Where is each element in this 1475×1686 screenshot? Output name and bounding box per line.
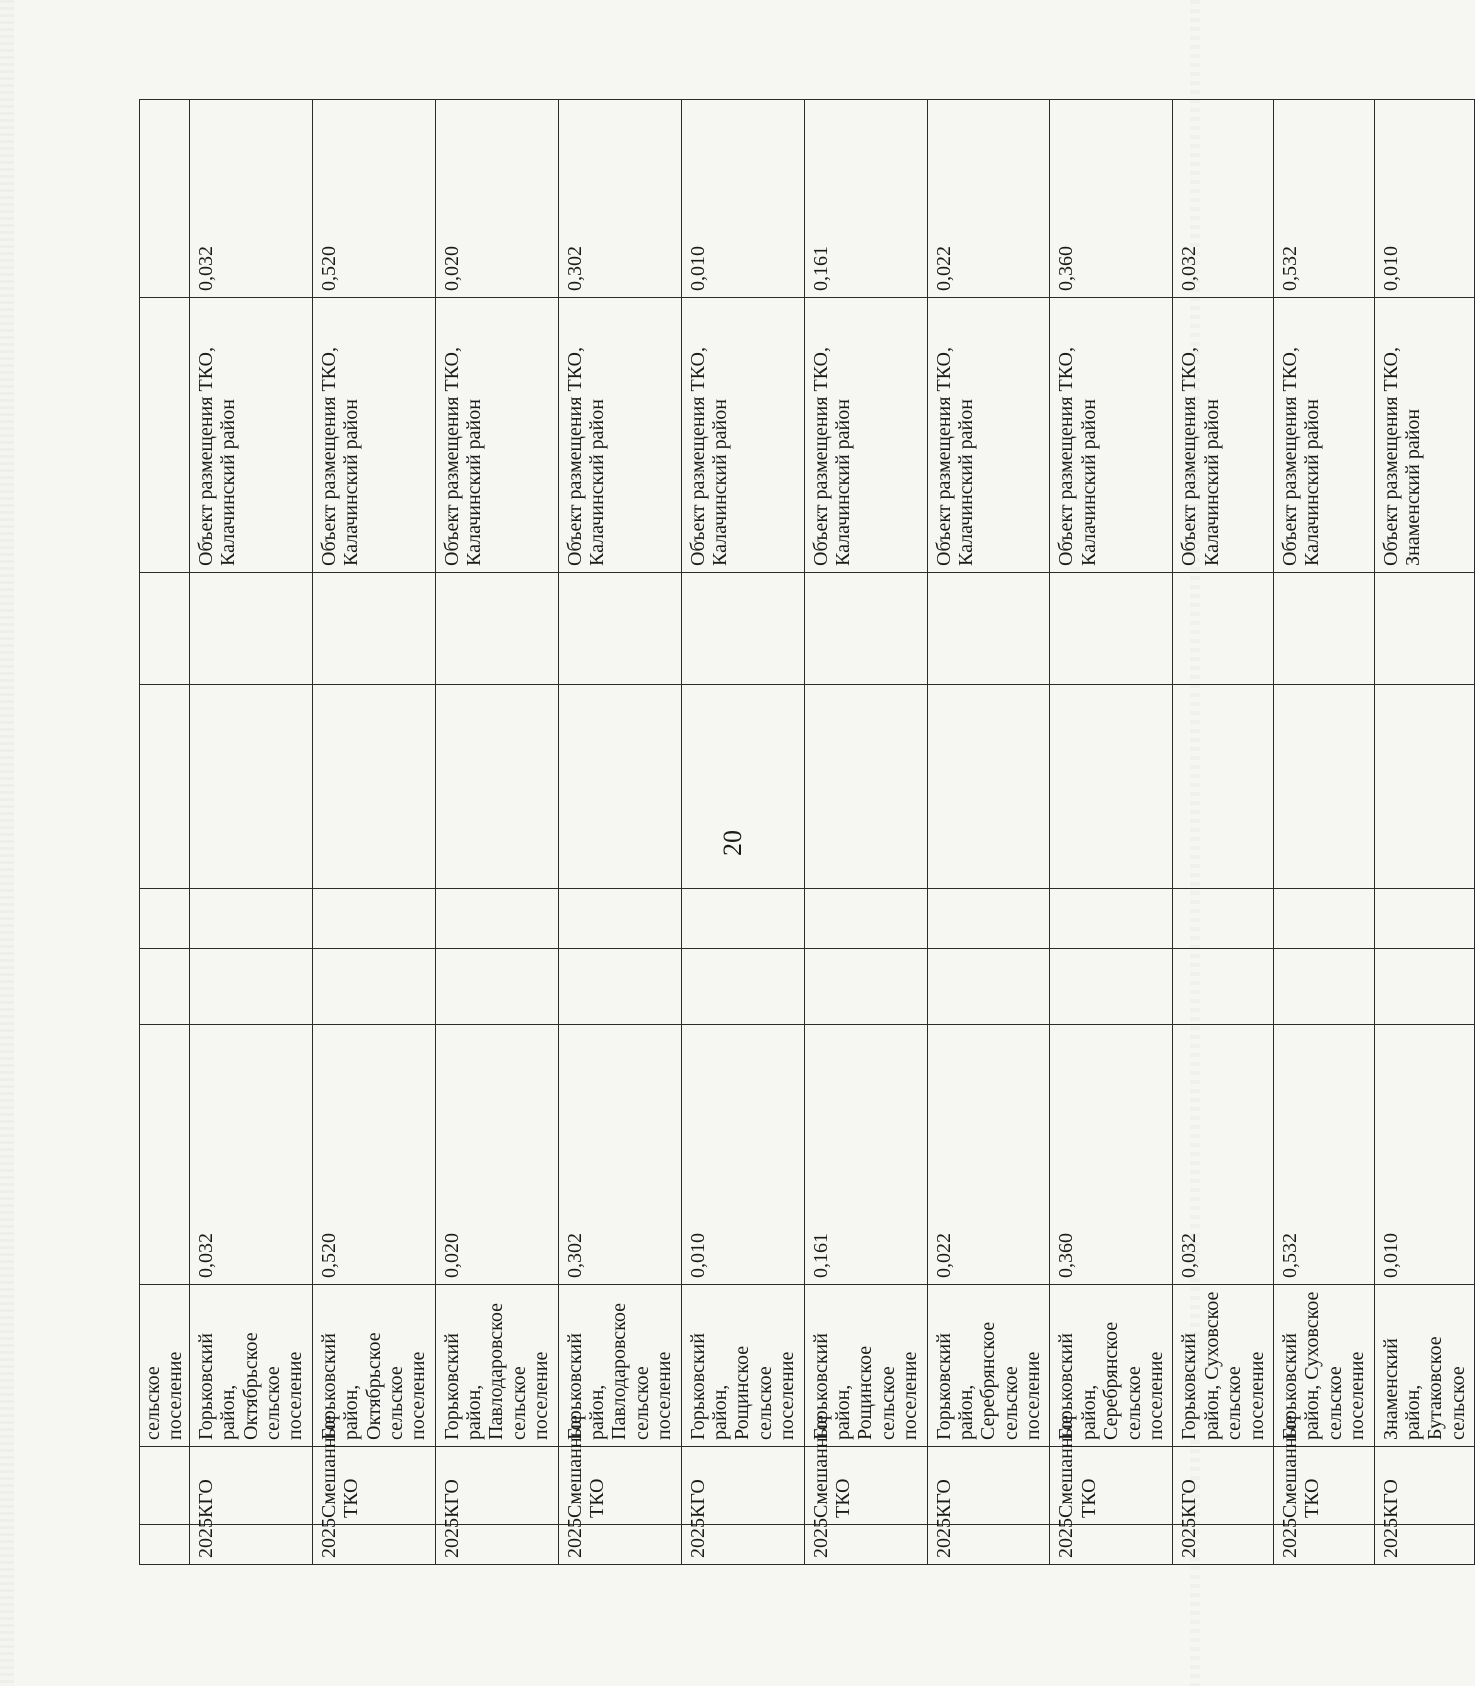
cell-empty (1374, 573, 1475, 685)
cell-empty (558, 889, 681, 949)
cell-empty (312, 889, 435, 949)
cell-facility-volume: 0,010 (681, 100, 804, 298)
cell-empty (189, 889, 312, 949)
cell-facility-volume: 0,302 (558, 100, 681, 298)
cell-year: 2025 (189, 1525, 312, 1565)
rotated-table-frame (139, 100, 1469, 1565)
cell-municipality: сельское поселение (140, 1285, 190, 1447)
cell-facility-volume (140, 100, 190, 298)
table-row (1273, 100, 1374, 1565)
cell-year: 2025 (927, 1525, 1050, 1565)
cell-year: 2025 (312, 1525, 435, 1565)
table-body (140, 100, 1475, 1565)
cell-empty (1273, 573, 1374, 685)
cell-facility: Объект размещения ТКО, Калачинский район (435, 298, 558, 573)
cell-empty (1050, 685, 1173, 889)
cell-empty (435, 573, 558, 685)
table-row (681, 100, 804, 1565)
cell-empty (1050, 573, 1173, 685)
cell-empty (927, 889, 1050, 949)
cell-facility: Объект размещения ТКО, Знаменский район (1374, 298, 1475, 573)
cell-waste-type: КГО (1374, 1447, 1475, 1525)
cell-waste-type: Смешанные ТКО (1050, 1447, 1173, 1525)
cell-facility: Объект размещения ТКО, Калачинский район (1050, 298, 1173, 573)
cell-empty (312, 685, 435, 889)
cell-volume: 0,032 (189, 1025, 312, 1285)
table-row (435, 100, 558, 1565)
cell-municipality: Горьковский район, Серебрянское сельское поселение (1050, 1285, 1173, 1447)
cell-empty (435, 889, 558, 949)
cell-empty (1273, 889, 1374, 949)
cell-empty (681, 889, 804, 949)
cell-empty (1374, 889, 1475, 949)
cell-municipality: Горьковский район, Рощинское сельское поселение (804, 1285, 927, 1447)
cell-empty (1273, 949, 1374, 1025)
cell-empty (681, 573, 804, 685)
cell-volume: 0,161 (804, 1025, 927, 1285)
cell-empty (312, 949, 435, 1025)
cell-year: 2025 (804, 1525, 927, 1565)
table-row (189, 100, 312, 1565)
cell-facility: Объект размещения ТКО, Калачинский район (312, 298, 435, 573)
cell-empty (804, 573, 927, 685)
cell-waste-type: КГО (1173, 1447, 1274, 1525)
cell-empty (140, 685, 190, 889)
cell-municipality: Горьковский район, Серебрянское сельское поселение (927, 1285, 1050, 1447)
cell-facility: Объект размещения ТКО, Калачинский район (1173, 298, 1274, 573)
cell-volume: 0,532 (1273, 1025, 1374, 1285)
cell-facility-volume: 0,010 (1374, 100, 1475, 298)
cell-municipality: Горьковский район, Павлодаровское сельское поселение (435, 1285, 558, 1447)
table-row (312, 100, 435, 1565)
cell-volume: 0,022 (927, 1025, 1050, 1285)
cell-volume: 0,032 (1173, 1025, 1274, 1285)
cell-empty (435, 685, 558, 889)
cell-year (140, 1525, 190, 1565)
cell-year: 2025 (1050, 1525, 1173, 1565)
table-row (1050, 100, 1173, 1565)
cell-volume: 0,302 (558, 1025, 681, 1285)
cell-waste-type: КГО (435, 1447, 558, 1525)
cell-facility-volume: 0,020 (435, 100, 558, 298)
cell-waste-type: Смешанные ТКО (804, 1447, 927, 1525)
cell-empty (189, 573, 312, 685)
cell-empty (558, 949, 681, 1025)
cell-waste-type: КГО (927, 1447, 1050, 1525)
cell-empty (1173, 949, 1274, 1025)
table-row (927, 100, 1050, 1565)
cell-year: 2025 (681, 1525, 804, 1565)
cell-volume: 0,360 (1050, 1025, 1173, 1285)
cell-empty (1173, 889, 1274, 949)
cell-waste-type: Смешанные ТКО (558, 1447, 681, 1525)
cell-empty (927, 949, 1050, 1025)
cell-volume: 0,010 (1374, 1025, 1475, 1285)
cell-facility: Объект размещения ТКО, Калачинский район (927, 298, 1050, 573)
cell-empty (312, 573, 435, 685)
cell-municipality: Знаменский район, Бутаковское сельское (1374, 1285, 1475, 1447)
cell-volume: 0,020 (435, 1025, 558, 1285)
cell-empty (558, 685, 681, 889)
cell-year: 2025 (435, 1525, 558, 1565)
cell-facility: Объект размещения ТКО, Калачинский район (681, 298, 804, 573)
cell-empty (189, 685, 312, 889)
cell-year: 2025 (558, 1525, 681, 1565)
cell-municipality: Горьковский район, Суховское сельское поселение (1273, 1285, 1374, 1447)
cell-municipality: Горьковский район, Павлодаровское сельское поселение (558, 1285, 681, 1447)
cell-empty (140, 949, 190, 1025)
table-row (558, 100, 681, 1565)
table-row (804, 100, 927, 1565)
table-row (1374, 100, 1475, 1565)
cell-empty (1374, 685, 1475, 889)
cell-empty (1173, 573, 1274, 685)
cell-empty (140, 573, 190, 685)
cell-empty (804, 685, 927, 889)
scan-edge-left (0, 0, 14, 1686)
cell-waste-type: КГО (681, 1447, 804, 1525)
cell-waste-type: КГО (189, 1447, 312, 1525)
cell-empty (1374, 949, 1475, 1025)
cell-municipality: Горьковский район, Рощинское сельское поселение (681, 1285, 804, 1447)
cell-empty (927, 685, 1050, 889)
cell-year: 2025 (1173, 1525, 1274, 1565)
cell-facility-volume: 0,520 (312, 100, 435, 298)
cell-facility: Объект размещения ТКО, Калачинский район (558, 298, 681, 573)
cell-empty (927, 573, 1050, 685)
cell-facility: Объект размещения ТКО, Калачинский район (1273, 298, 1374, 573)
cell-volume: 0,520 (312, 1025, 435, 1285)
cell-facility-volume: 0,161 (804, 100, 927, 298)
cell-municipality: Горьковский район, Суховское сельское поселение (1173, 1285, 1274, 1447)
cell-empty (189, 949, 312, 1025)
page-number: 20 (718, 830, 747, 856)
cell-volume (140, 1025, 190, 1285)
cell-volume: 0,010 (681, 1025, 804, 1285)
cell-year: 2025 (1374, 1525, 1475, 1565)
cell-facility (140, 298, 190, 573)
cell-empty (140, 889, 190, 949)
cell-year: 2025 (1273, 1525, 1374, 1565)
cell-empty (435, 949, 558, 1025)
cell-facility-volume: 0,032 (1173, 100, 1274, 298)
cell-empty (681, 685, 804, 889)
cell-facility-volume: 0,360 (1050, 100, 1173, 298)
cell-facility: Объект размещения ТКО, Калачинский район (804, 298, 927, 573)
cell-empty (558, 573, 681, 685)
cell-facility-volume: 0,532 (1273, 100, 1374, 298)
cell-facility: Объект размещения ТКО, Калачинский район (189, 298, 312, 573)
waste-flow-table (139, 99, 1475, 1565)
cell-empty (1050, 949, 1173, 1025)
cell-waste-type (140, 1447, 190, 1525)
cell-facility-volume: 0,032 (189, 100, 312, 298)
cell-empty (1273, 685, 1374, 889)
cell-empty (681, 949, 804, 1025)
cell-empty (1173, 685, 1274, 889)
cell-empty (1050, 889, 1173, 949)
cell-waste-type: Смешанные ТКО (312, 1447, 435, 1525)
cell-facility-volume: 0,022 (927, 100, 1050, 298)
cell-empty (804, 889, 927, 949)
cell-municipality: Горьковский район, Октябрьское сельское поселение (312, 1285, 435, 1447)
table-row-continued (140, 100, 190, 1565)
cell-municipality: Горьковский район, Октябрьское сельское поселение (189, 1285, 312, 1447)
cell-empty (804, 949, 927, 1025)
cell-waste-type: Смешанные ТКО (1273, 1447, 1374, 1525)
table-row (1173, 100, 1274, 1565)
